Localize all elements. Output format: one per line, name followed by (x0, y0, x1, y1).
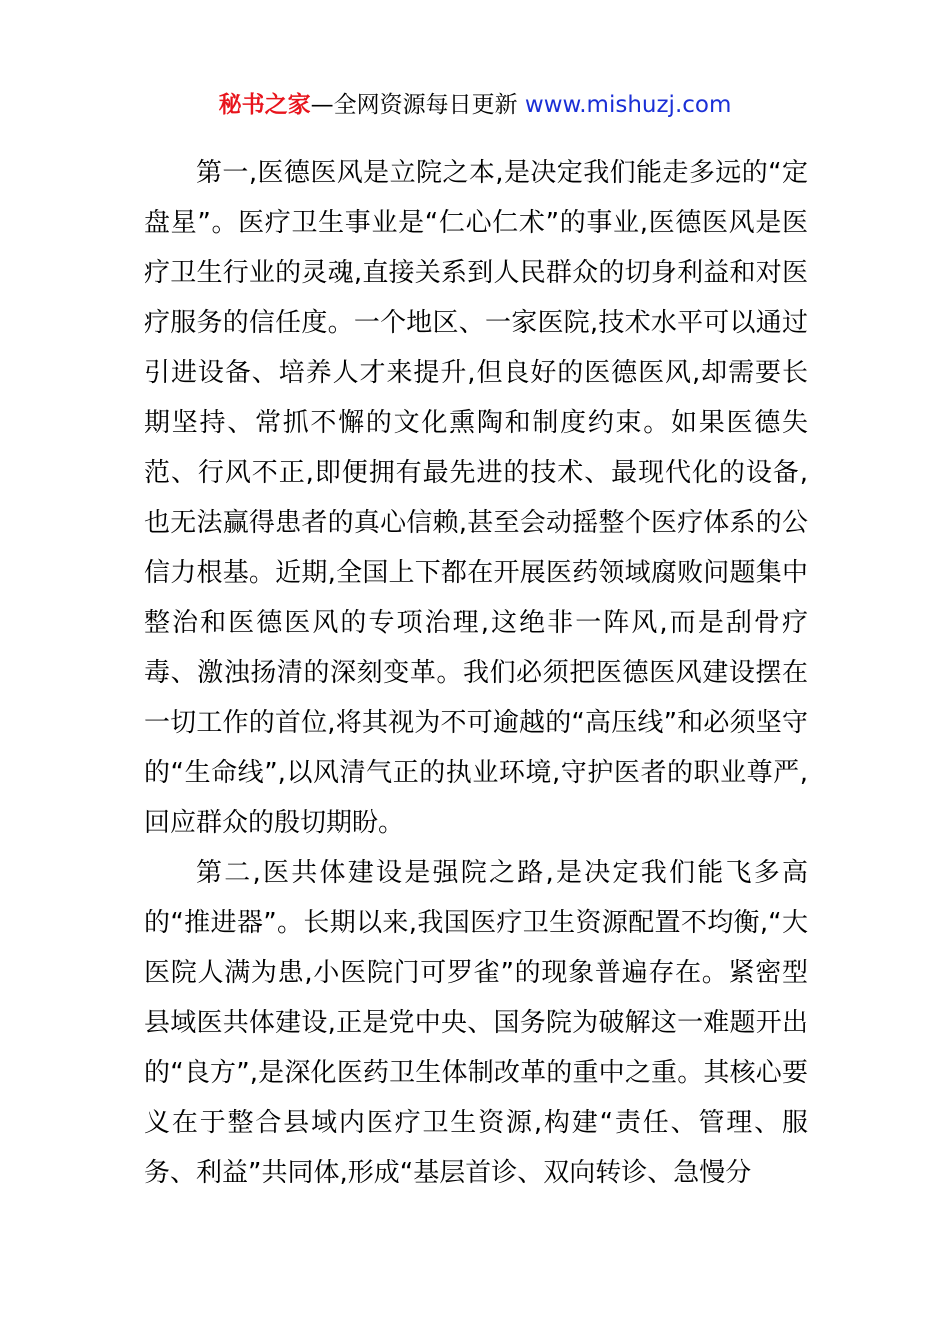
brand-name: 秘书之家 (218, 92, 311, 118)
website-url[interactable]: www.mishuzj.com (524, 92, 732, 118)
document-body (144, 148, 808, 1198)
paragraph-2: 第二,医共体建设是强院之路,是决定我们能飞多高的“推进器”。长期以来,我国医疗卫生资源配置不均衡,“大医院人满为患,小医院门可罗雀”的现象普遍存在。紧密型县域医共体建设,正是党中央、国务院为破解这一难题开出的“良方”,是深化医药卫生体制改革的重中之重。其核心要义在于整合县域内医疗卫生资源,构建“责任、管理、服务、利益”共同体,形成“基层首诊、双向转诊、急慢分 (144, 858, 808, 1188)
header-tagline: —全网资源每日更新 (310, 92, 525, 118)
page-header (0, 88, 950, 122)
paragraph-1: 第一,医德医风是立院之本,是决定我们能走多远的“定盘星”。医疗卫生事业是“仁心仁术”的事业,医德医风是医疗卫生行业的灵魂,直接关系到人民群众的切身利益和对医疗服务的信任度。一个地区、一家医院,技术水平可以通过引进设备、培养人才来提升,但良好的医德医风,却需要长期坚持、常抓不懈的文化熏陶和制度约束。如果医德失范、行风不正,即便拥有最先进的技术、最现代化的设备,也无法赢得患者的真心信赖,甚至会动摇整个医疗体系的公信力根基。近期,全国上下都在开展医药领域腐败问题集中整治和医德医风的专项治理,这绝非一阵风,而是刮骨疗毒、激浊扬清的深刻变革。我们必须把医德医风建设摆在一切工作的首位,将其视为不可逾越的“高压线”和必须坚守的“生命线”,以风清气正的执业环境,守护医者的职业尊严,回应群众的殷切期盼。 (144, 158, 808, 838)
